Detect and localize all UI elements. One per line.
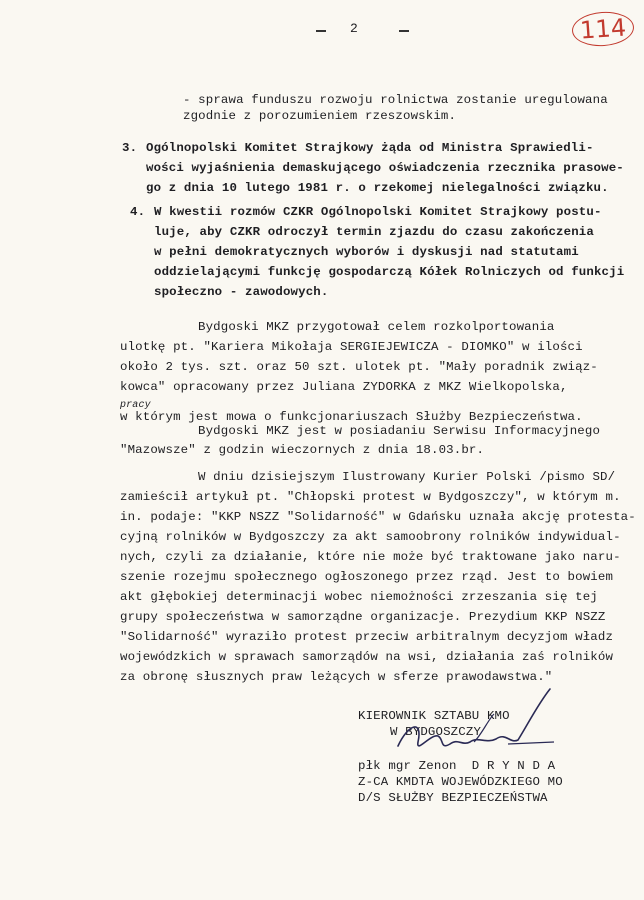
signature-title-2: W BYDGOSZCZY xyxy=(390,725,482,739)
item-3-line-3: go z dnia 10 lutego 1981 r. o rzekomej nielegalności związku. xyxy=(146,181,609,195)
handwritten-correction: pracy xyxy=(120,400,151,411)
para-1-line-3: około 2 tys. szt. oraz 50 szt. ulotek pt. "Mały poradnik związ- xyxy=(120,360,598,374)
para-1-line-2: ulotkę pt. "Kariera Mikołaja SERGIEJEWICZA - DIOMKO" w ilości xyxy=(120,340,583,354)
para-2-line-2: "Mazowsze" z godzin wieczornych z dnia 18.03.br. xyxy=(120,443,485,457)
item-4-line-5: społeczno - zawodowych. xyxy=(154,285,329,299)
para-3-line-8: grupy społeczeństwa w samorządne organizacje. Prezydium KKP NSZZ xyxy=(120,610,606,624)
item-4-number: 4. xyxy=(130,205,146,219)
item-4-line-3: w pełni demokratycznych wyborów i dyskusji nad statutami xyxy=(154,245,579,259)
para-1-line-4: kowca" opracowany przez Juliana ZYDORKA z MKZ Wielkopolska, xyxy=(120,380,568,394)
item-3-line-1: Ogólnopolski Komitet Strajkowy żąda od Ministra Sprawiedli- xyxy=(146,141,594,155)
para-3-line-5: nych, czyli za działanie, które nie może być traktowane jako naru- xyxy=(120,550,621,564)
continued-line-1: - sprawa funduszu rozwoju rolnictwa zostanie uregulowana xyxy=(183,93,608,107)
page-number-dash-right xyxy=(399,30,409,32)
item-3-number: 3. xyxy=(122,141,138,155)
para-3-line-10: wojewódzkich w sprawach samorządów na wsi, działania zaś rolników xyxy=(120,650,614,664)
para-3-line-1: W dniu dzisiejszym Ilustrowany Kurier Polski /pismo SD/ xyxy=(198,470,616,484)
para-3-line-9: "Solidarność" wyraziło protest przeciw arbitralnym decyzjom władz xyxy=(120,630,614,644)
signature-role-1: Z-CA KMDTA WOJEWÓDZKIEGO MO xyxy=(358,775,563,789)
item-4-line-2: luje, aby CZKR odroczył termin zjazdu do czasu zakończenia xyxy=(154,225,594,239)
para-3-line-11: za obronę słusznych praw leżących w sferze prawodawstwa." xyxy=(120,670,553,684)
para-3-line-7: akt głębokiej determinacji wobec niemożności zrzeszania się tej xyxy=(120,590,598,604)
para-3-line-4: cyjną rolników w Bydgoszczy za akt samoobrony rolników indywidual- xyxy=(120,530,621,544)
para-1-line-1: Bydgoski MKZ przygotował celem rozkolportowania xyxy=(198,320,555,334)
para-2-line-1: Bydgoski MKZ jest w posiadaniu Serwisu Informacyjnego xyxy=(198,424,601,438)
signature-title-1: KIEROWNIK SZTABU KMO xyxy=(358,709,510,723)
para-3-line-3: in. podaje: "KKP NSZZ "Solidarność" w Gdańsku uznała akcję protesta- xyxy=(120,510,636,524)
continued-line-2: zgodnie z porozumieniem rzeszowskim. xyxy=(183,109,457,123)
signature-name: płk mgr Zenon D R Y N D A xyxy=(358,759,556,773)
item-4-line-4: oddzielającymi funkcję gospodarczą Kółek Rolniczych od funkcji xyxy=(154,265,625,279)
item-3-line-2: wości wyjaśnienia demaskującego oświadczenia rzecznika prasowe- xyxy=(146,161,624,175)
para-1-line-5: w którym jest mowa o funkcjonariuszach Służby Bezpieczeństwa. xyxy=(120,410,583,424)
archive-number-stamp: 114 xyxy=(571,10,635,48)
handwritten-signature xyxy=(378,684,568,764)
item-4-line-1: W kwestii rozmów CZKR Ogólnopolski Komitet Strajkowy postu- xyxy=(154,205,602,219)
page-number: 2 xyxy=(350,21,358,36)
page-number-dash-left xyxy=(316,30,326,32)
para-3-line-2: zamieścił artykuł pt. "Chłopski protest w Bydgoszczy", w którym m. xyxy=(120,490,621,504)
signature-role-2: D/S SŁUŻBY BEZPIECZEŃSTWA xyxy=(358,791,548,805)
para-3-line-6: szenie rozejmu społecznego ogłoszonego przez rząd. Jest to bowiem xyxy=(120,570,614,584)
